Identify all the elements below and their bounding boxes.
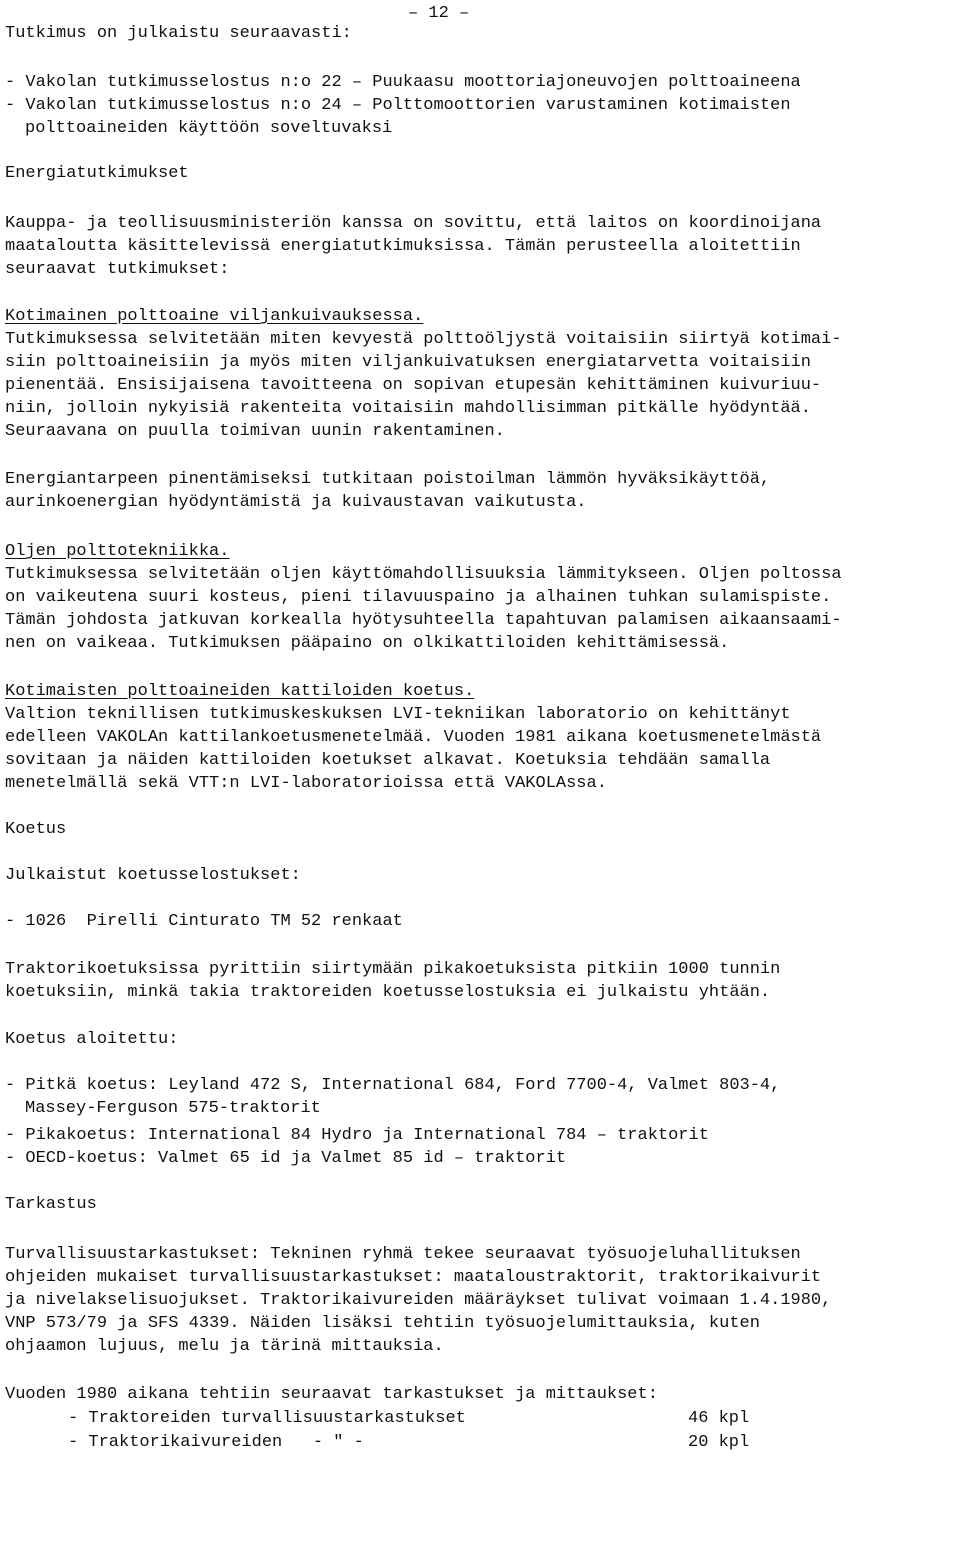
section-heading-fuel-grain-drying: Kotimainen polttoaine viljankuivauksessa. bbox=[5, 307, 424, 326]
paragraph-line: ja nivelakselisuojukset. Traktorikaivureiden määräykset tulivat voimaan 1.4.1980, bbox=[5, 1291, 832, 1310]
paragraph-line: Valtion teknillisen tutkimuskeskuksen LVI-tekniikan laboratorio on kehittänyt bbox=[5, 705, 791, 724]
paragraph-line: ohjeiden mukaiset turvallisuustarkastukset: maataloustraktorit, traktorikaivurit bbox=[5, 1268, 822, 1287]
started-item: - Pitkä koetus: Leyland 472 S, International 684, Ford 7700-4, Valmet 803-4, bbox=[5, 1076, 781, 1095]
paragraph-line: edelleen VAKOLAn kattilankoetusmenetelmää. Vuoden 1981 aikana koetusmenetelmästä bbox=[5, 728, 822, 747]
started-label: Koetus aloitettu: bbox=[5, 1030, 179, 1049]
tarkastus-heading: Tarkastus bbox=[5, 1195, 97, 1214]
paragraph-line: ohjaamon lujuus, melu ja tärinä mittauksia. bbox=[5, 1337, 444, 1356]
started-item: - Pikakoetus: International 84 Hydro ja International 784 – traktorit bbox=[5, 1126, 709, 1145]
paragraph-line: Tämän johdosta jatkuvan korkealla hyötysuhteella tapahtuvan palamisen aikaansaami- bbox=[5, 611, 842, 630]
paragraph-line: Traktorikoetuksissa pyrittiin siirtymään pikakoetuksista pitkiin 1000 tunnin bbox=[5, 960, 781, 979]
paragraph-line: Seuraavana on puulla toimivan uunin rakentaminen. bbox=[5, 422, 505, 441]
paragraph-line: Kauppa- ja teollisuusministeriön kanssa on sovittu, että laitos on koordinoijana bbox=[5, 214, 822, 233]
paragraph-line: menetelmällä sekä VTT:n LVI-laboratorioissa että VAKOLAssa. bbox=[5, 774, 607, 793]
published-item: - 1026 Pirelli Cinturato TM 52 renkaat bbox=[5, 912, 403, 931]
publication-item: - Vakolan tutkimusselostus n:o 24 – Polttomoottorien varustaminen kotimaisten bbox=[5, 96, 791, 115]
published-label: Julkaistut koetusselostukset: bbox=[5, 866, 301, 885]
paragraph-line: pienentää. Ensisijaisena tavoitteena on sopivan etupesän kehittäminen kuivuriuu- bbox=[5, 376, 822, 395]
paragraph-line: Energiantarpeen pinentämiseksi tutkitaan poistoilman lämmön hyväksikäyttöä, bbox=[5, 470, 771, 489]
inspection-item-label: - Traktoreiden turvallisuustarkastukset bbox=[68, 1409, 466, 1428]
paragraph-line: siin polttoaineisiin ja myös miten viljankuivatuksen energiatarvetta voitaisiin bbox=[5, 353, 811, 372]
paragraph-line: koetuksiin, minkä takia traktoreiden koetusselostuksia ei julkaistu yhtään. bbox=[5, 983, 771, 1002]
paragraph-line: niin, jolloin nykyisiä rakenteita voitaisiin mahdollisimman pitkälle hyödyntää. bbox=[5, 399, 811, 418]
energy-heading: Energiatutkimukset bbox=[5, 164, 189, 183]
intro-line: Tutkimus on julkaistu seuraavasti: bbox=[5, 24, 352, 43]
paragraph-line: VNP 573/79 ja SFS 4339. Näiden lisäksi tehtiin työsuojelumittauksia, kuten bbox=[5, 1314, 760, 1333]
paragraph-line: aurinkoenergian hyödyntämistä ja kuivaustavan vaikutusta. bbox=[5, 493, 587, 512]
paragraph-line: maataloutta käsittelevissä energiatutkimuksissa. Tämän perusteella aloitettiin bbox=[5, 237, 801, 256]
started-item: - OECD-koetus: Valmet 65 id ja Valmet 85 id – traktorit bbox=[5, 1149, 567, 1168]
paragraph-line: on vaikeutena suuri kosteus, pieni tilavuuspaino ja alhainen tuhkan sulamispiste. bbox=[5, 588, 832, 607]
paragraph-line: nen on vaikeaa. Tutkimuksen pääpaino on olkikattiloiden kehittämisessä. bbox=[5, 634, 730, 653]
section-heading-straw-burning: Oljen polttotekniikka. bbox=[5, 542, 230, 561]
paragraph-line: Turvallisuustarkastukset: Tekninen ryhmä tekee seuraavat työsuojeluhallituksen bbox=[5, 1245, 801, 1264]
inspection-item-quantity: 20 kpl bbox=[688, 1433, 750, 1452]
paragraph-line: Tutkimuksessa selvitetään oljen käyttömahdollisuuksia lämmitykseen. Oljen poltossa bbox=[5, 565, 842, 584]
inspection-item-quantity: 46 kpl bbox=[688, 1409, 750, 1428]
section-heading-boiler-testing: Kotimaisten polttoaineiden kattiloiden koetus. bbox=[5, 682, 475, 701]
publication-item: - Vakolan tutkimusselostus n:o 22 – Puukaasu moottoriajoneuvojen polttoaineena bbox=[5, 73, 801, 92]
paragraph-line: Tutkimuksessa selvitetään miten kevyestä polttoöljystä voitaisiin siirtyä kotimai- bbox=[5, 330, 842, 349]
started-item-continuation: Massey-Ferguson 575-traktorit bbox=[25, 1099, 321, 1118]
page-number: – 12 – bbox=[408, 4, 470, 23]
paragraph-line: sovitaan ja näiden kattiloiden koetukset alkavat. Koetuksia tehdään samalla bbox=[5, 751, 771, 770]
inspections-year-label: Vuoden 1980 aikana tehtiin seuraavat tarkastukset ja mittaukset: bbox=[5, 1385, 658, 1404]
koetus-heading: Koetus bbox=[5, 820, 67, 839]
paragraph-line: seuraavat tutkimukset: bbox=[5, 260, 230, 279]
inspection-item-label: - Traktorikaivureiden - " - bbox=[68, 1433, 364, 1452]
publication-item-continuation: polttoaineiden käyttöön soveltuvaksi bbox=[25, 119, 393, 138]
